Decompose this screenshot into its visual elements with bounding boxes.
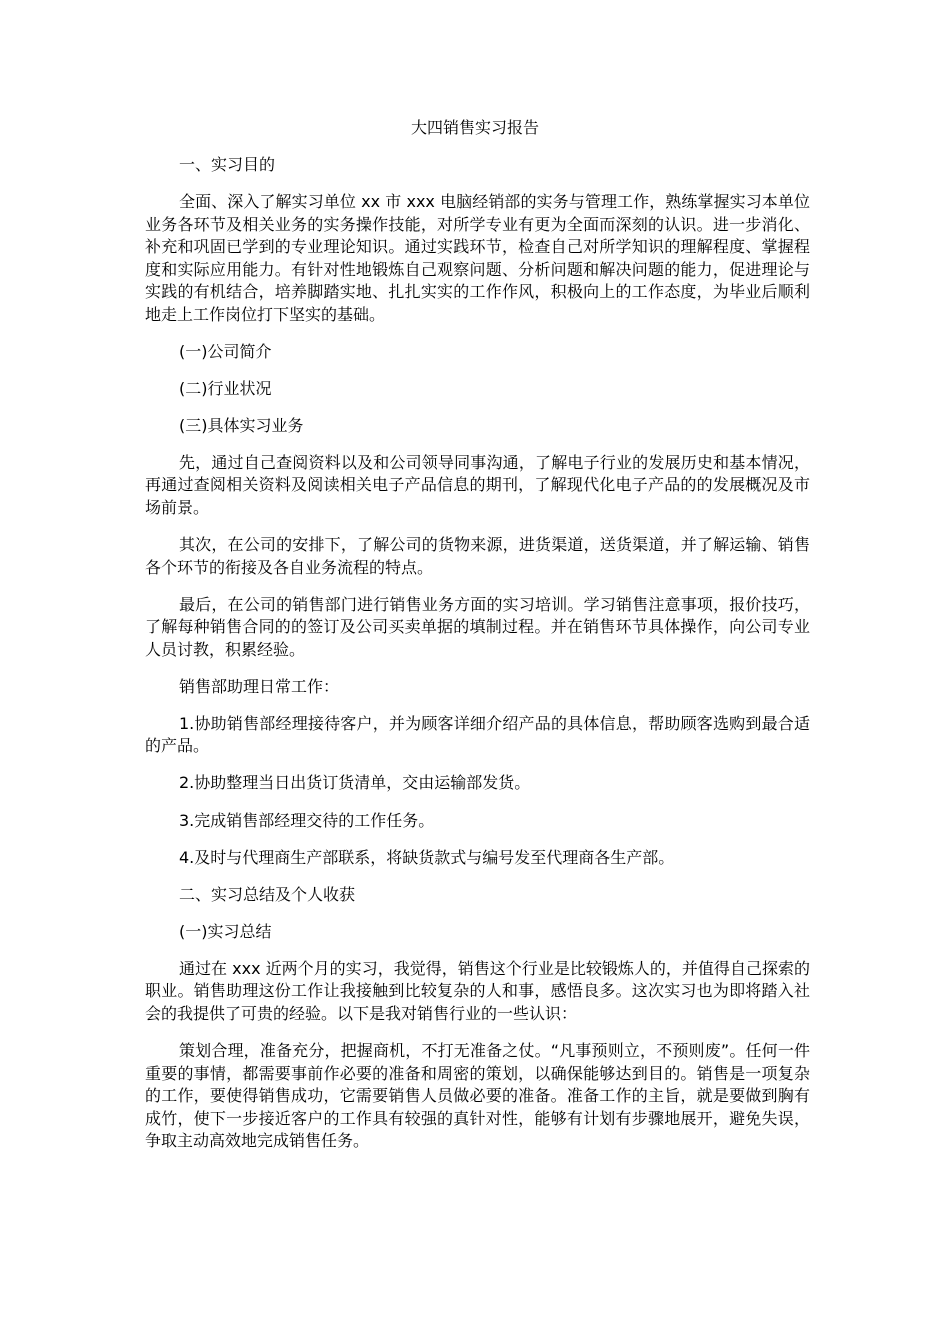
paragraph-last-step: 最后，在公司的销售部门进行销售业务方面的实习培训。学习销售注意事项，报价技巧，了解每种销售合同的的签订及公司买卖单据的填制过程。并在销售环节具体操作，向公司专业人员讨教，积累经验。 — [145, 594, 810, 659]
paragraph-planning: 策划合理，准备充分，把握商机，不打无准备之仗。“凡事预则立，不预则废”。任何一件重要的事情，都需要事前作必要的准备和周密的策划，以确保能够达到目的。销售是一项复杂的工作，要使得销售成功，它需要销售人员做必要的准备。准备工作的主旨，就是要做到胸有成竹，使下一步接近客户的工作具有较强的真针对性，能够有计划有步骤地展开，避免失误，争取主动高效地完成销售任务。 — [145, 1041, 810, 1150]
paragraph-summary: 通过在 xxx 近两个月的实习，我觉得，销售这个行业是比较锻炼人的，并值得自己探索的职业。销售助理这份工作让我接触到比较复杂的人和事，感悟良多。这次实习也为即将踏入社会的我提供了可贵的经验。以下是我对销售行业的一些认识： — [145, 958, 810, 1023]
paragraph-purpose-details: 全面、深入了解实习单位 xx 市 xxx 电脑经销部的实务与管理工作，熟练掌握实习本单位业务各环节及相关业务的实务操作技能，对所学专业有更为全面而深刻的认识。进一步消化、补充和巩固已学到的专业理论知识。通过实践环节，检查自己对所学知识的理解程度、掌握程度和实际应用能力。有针对性地锻炼自己观察问题、分析问题和解决问题的能力，促进理论与实践的有机结合，培养脚踏实地、扎扎实实的工作作风，积极向上的工作态度，为毕业后顺利地走上工作岗位打下坚实的基础。 — [145, 192, 810, 324]
heading-industry-status: (二)行业状况 — [179, 378, 272, 398]
heading-summary-gains: 二、实习总结及个人收获 — [179, 884, 356, 904]
document-body — [145, 154, 810, 1167]
heading-internship-summary: (一)实习总结 — [179, 921, 272, 941]
paragraph-second-step: 其次，在公司的安排下，了解公司的货物来源，进货渠道，送货渠道，并了解运输、销售各个环节的衔接及各自业务流程的特点。 — [145, 535, 810, 577]
heading-daily-work: 销售部助理日常工作： — [179, 676, 340, 696]
list-item-duty-4: 4.及时与代理商生产部联系，将缺货款式与编号发至代理商各生产部。 — [179, 847, 675, 867]
list-item-duty-2: 2.协助整理当日出货订货清单，交由运输部发货。 — [179, 773, 531, 793]
heading-internship-purpose: 一、实习目的 — [179, 155, 276, 174]
paragraph-first-step: 先，通过自己查阅资料以及和公司领导同事沟通，了解电子行业的发展历史和基本情况，再通过查阅相关资料及阅读相关电子产品信息的期刊，了解现代化电子产品的的发展概况及市场前景。 — [145, 452, 810, 517]
heading-internship-business: (三)具体实习业务 — [179, 415, 304, 435]
list-item-duty-3: 3.完成销售部经理交待的工作任务。 — [179, 810, 435, 830]
heading-company-intro: (一)公司简介 — [179, 341, 272, 361]
document-title: 大四销售实习报告 — [410, 118, 539, 137]
list-item-duty-1: 1.协助销售部经理接待客户，并为顾客详细介绍产品的具体信息，帮助顾客选购到最合适的产品。 — [145, 713, 810, 756]
